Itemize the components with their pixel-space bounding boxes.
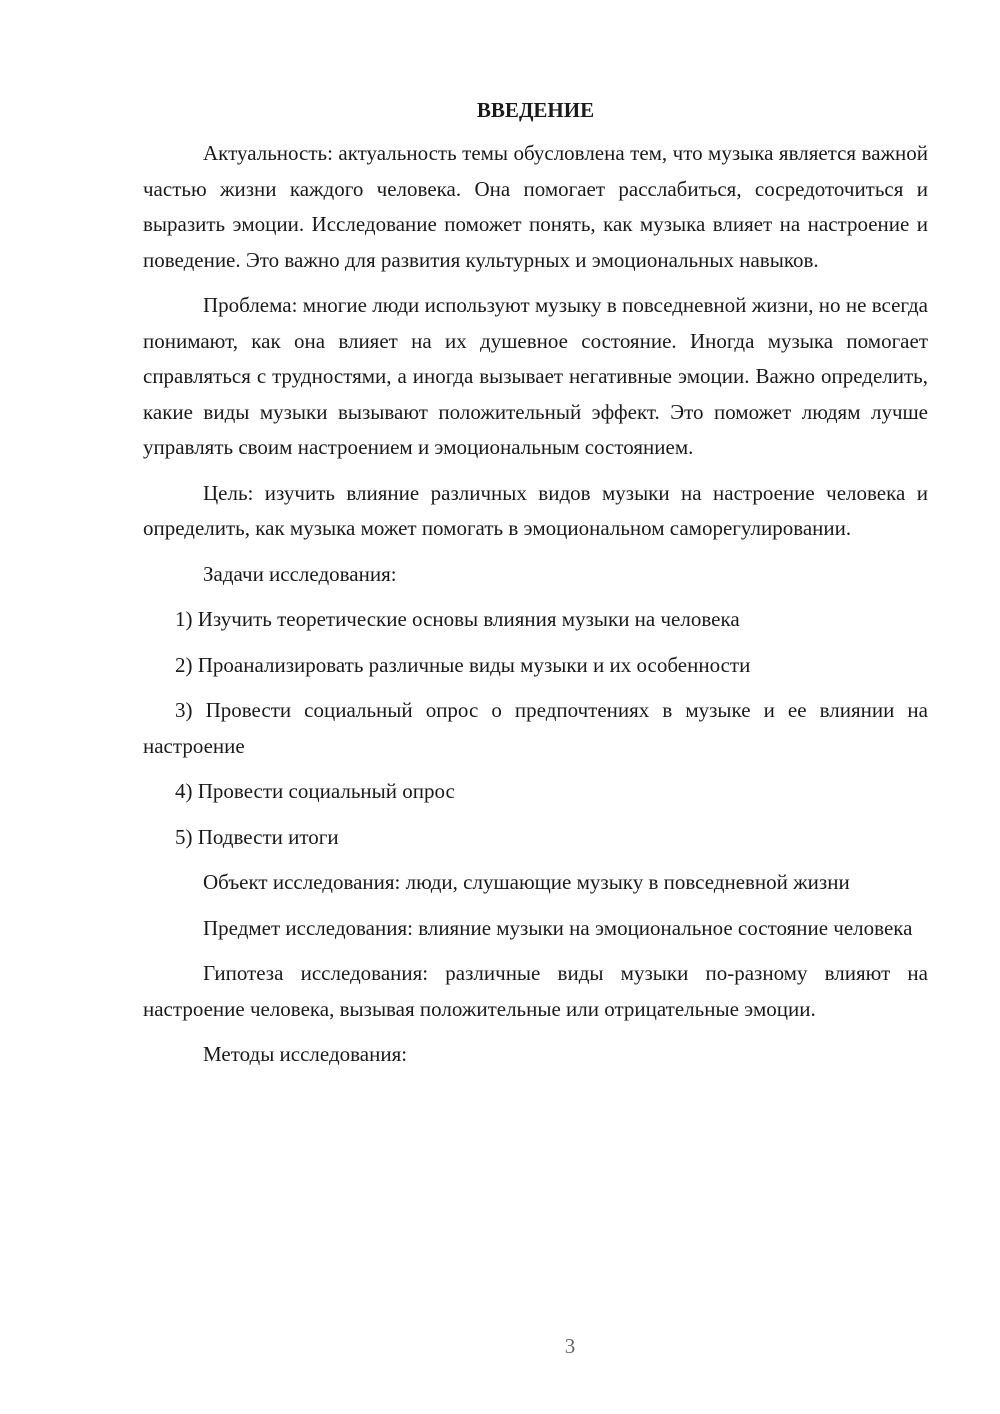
- document-page: [143, 94, 928, 1083]
- problem-paragraph: Проблема: многие люди используют музыку в повседневной жизни, но не всегда понимают, как она влияет на их душевное состояние. Иногда музыка помогает справляться с трудностями, а иногда вызывает негативные эмоции. Важно определить, какие виды музыки вызывают положительный эффект. Это поможет людям лучше управлять своим настроением и эмоциональным состоянием.: [143, 293, 928, 459]
- methods-heading: Методы исследования:: [203, 1042, 408, 1066]
- task-item: 4) Провести социальный опрос: [175, 779, 455, 803]
- section-title: ВВЕДЕНИЕ: [476, 98, 595, 122]
- relevance-paragraph: Актуальность: актуальность темы обусловлена тем, что музыка является важной частью жизни каждого человека. Она помогает расслабиться, сосредоточиться и выразить эмоции. Исследование поможет понять, как музыка влияет на настроение и поведение. Это важно для развития культурных и эмоциональных навыков.: [143, 141, 928, 272]
- subject-paragraph: Предмет исследования: влияние музыки на эмоциональное состояние человека: [203, 915, 913, 940]
- task-item: 1) Изучить теоретические основы влияния музыки на человека: [175, 607, 740, 631]
- page-number: 3: [564, 1334, 576, 1358]
- tasks-heading: Задачи исследования:: [203, 561, 397, 586]
- task-item: 3) Провести социальный опрос о предпочтениях в музыке и ее влиянии на настроение: [143, 698, 928, 758]
- object-paragraph: Объект исследования: люди, слушающие музыку в повседневной жизни: [203, 870, 850, 894]
- hypothesis-paragraph: Гипотеза исследования: различные виды музыки по-разному влияют на настроение человека, вызывая положительные или отрицательные эмоции.: [143, 961, 928, 1021]
- task-item: 2) Проанализировать различные виды музыки и их особенности: [175, 652, 751, 677]
- task-item: 5) Подвести итоги: [175, 824, 339, 849]
- goal-paragraph: Цель: изучить влияние различных видов музыки на настроение человека и определить, как музыка может помогать в эмоциональном саморегулировании.: [143, 480, 928, 540]
